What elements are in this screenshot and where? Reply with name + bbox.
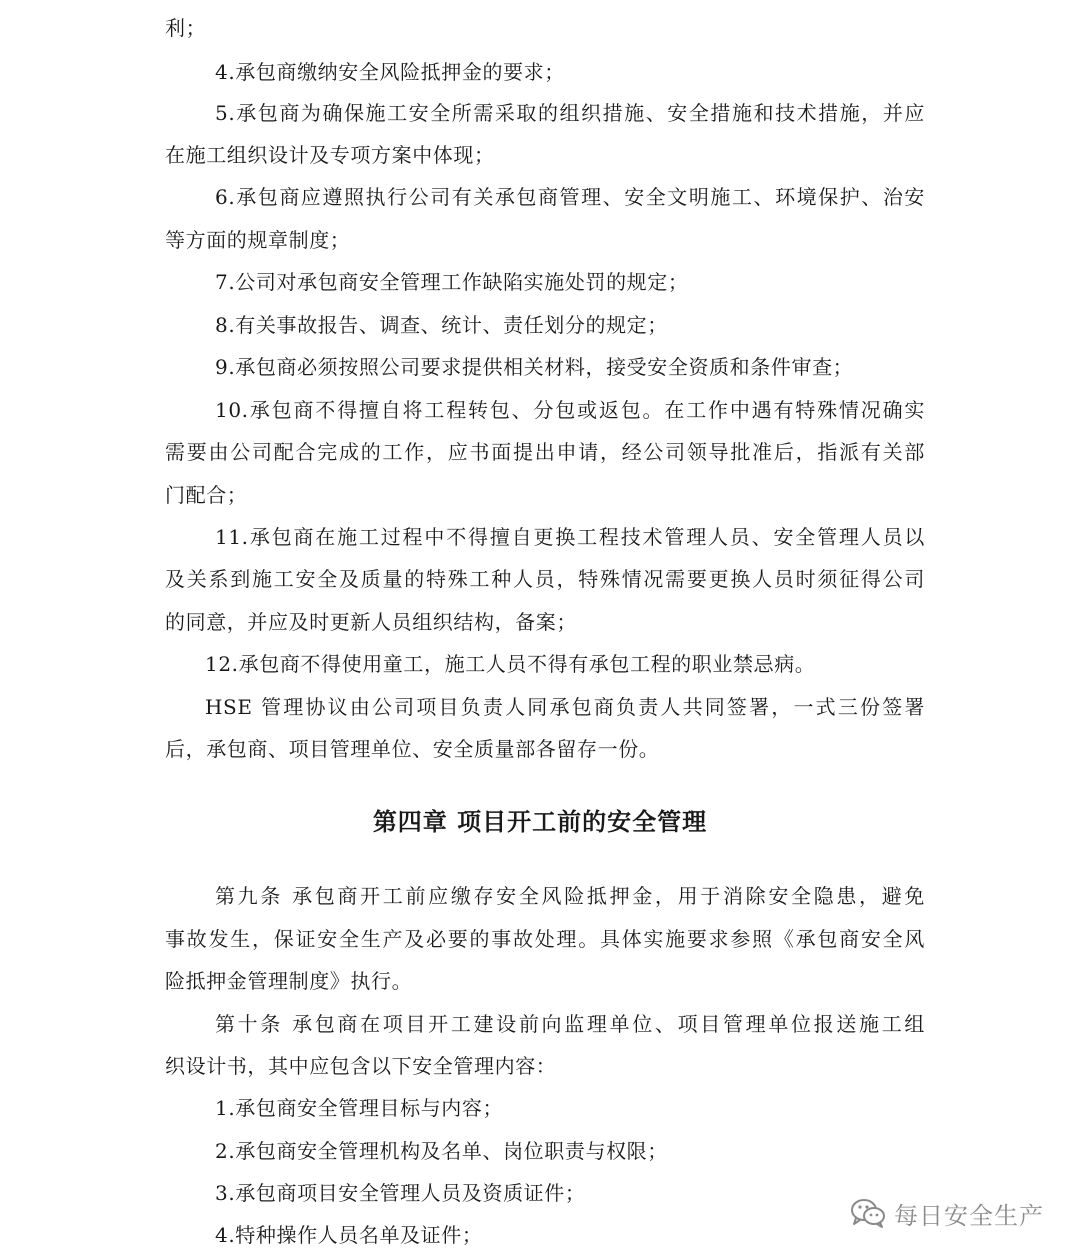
list-item: 5.承包商为确保施工安全所需采取的组织措施、安全措施和技术措施，并应: [215, 101, 925, 125]
list-item: 6.承包商应遵照执行公司有关承包商管理、安全文明施工、环境保护、治安: [215, 185, 925, 209]
list-item: 2.承包商安全管理机构及名单、岗位职责与权限；: [215, 1139, 668, 1163]
text-line: 需要由公司配合完成的工作，应书面提出申请，经公司领导批准后，指派有关部: [165, 440, 925, 464]
text-line: 事故发生，保证安全生产及必要的事故处理。具体实施要求参照《承包商安全风: [165, 927, 925, 951]
text-line: 的同意，并应及时更新人员组织结构，备案；: [165, 610, 577, 634]
text-line: 利；: [165, 16, 207, 40]
list-item: 3.承包商项目安全管理人员及资质证件；: [215, 1181, 586, 1205]
text-line: 门配合；: [165, 483, 248, 507]
list-item: 4.特种操作人员名单及证件；: [215, 1223, 483, 1247]
text-line: 在施工组织设计及专项方案中体现；: [165, 143, 495, 167]
text-line: 险抵押金管理制度》执行。: [165, 969, 413, 993]
watermark-text: 每日安全生产: [894, 1201, 1044, 1230]
list-item: 11.承包商在施工过程中不得擅自更换工程技术管理人员、安全管理人员以: [215, 525, 925, 549]
list-item: 8.有关事故报告、调查、统计、责任划分的规定；: [215, 313, 668, 337]
chapter-title: 第四章 项目开工前的安全管理: [372, 807, 708, 836]
list-item: 9.承包商必须按照公司要求提供相关材料，接受安全资质和条件审查；: [215, 355, 854, 379]
text-line: 后，承包商、项目管理单位、安全质量部各留存一份。: [165, 737, 660, 761]
list-item: 12.承包商不得使用童工，施工人员不得有承包工程的职业禁忌病。: [205, 652, 816, 676]
list-item: 4.承包商缴纳安全风险抵押金的要求；: [215, 60, 565, 84]
list-item: 1.承包商安全管理目标与内容；: [215, 1096, 504, 1120]
article-line: 第九条 承包商开工前应缴存安全风险抵押金，用于消除安全隐患，避免: [215, 884, 925, 908]
wechat-icon: [850, 1197, 886, 1229]
article-line: 第十条 承包商在项目开工建设前向监理单位、项目管理单位报送施工组: [215, 1012, 925, 1036]
watermark: [850, 1196, 1044, 1230]
list-item: 10.承包商不得擅自将工程转包、分包或返包。在工作中遇有特殊情况确实: [215, 398, 925, 422]
list-item: 7.公司对承包商安全管理工作缺陷实施处罚的规定；: [215, 270, 689, 294]
text-line: 等方面的规章制度；: [165, 228, 351, 252]
text-line: 及关系到施工安全及质量的特殊工种人员，特殊情况需要更换人员时须征得公司: [165, 567, 925, 591]
text-line: 织设计书，其中应包含以下安全管理内容：: [165, 1054, 557, 1078]
paragraph-line: HSE 管理协议由公司项目负责人同承包商负责人共同签署，一式三份签署: [205, 695, 925, 719]
